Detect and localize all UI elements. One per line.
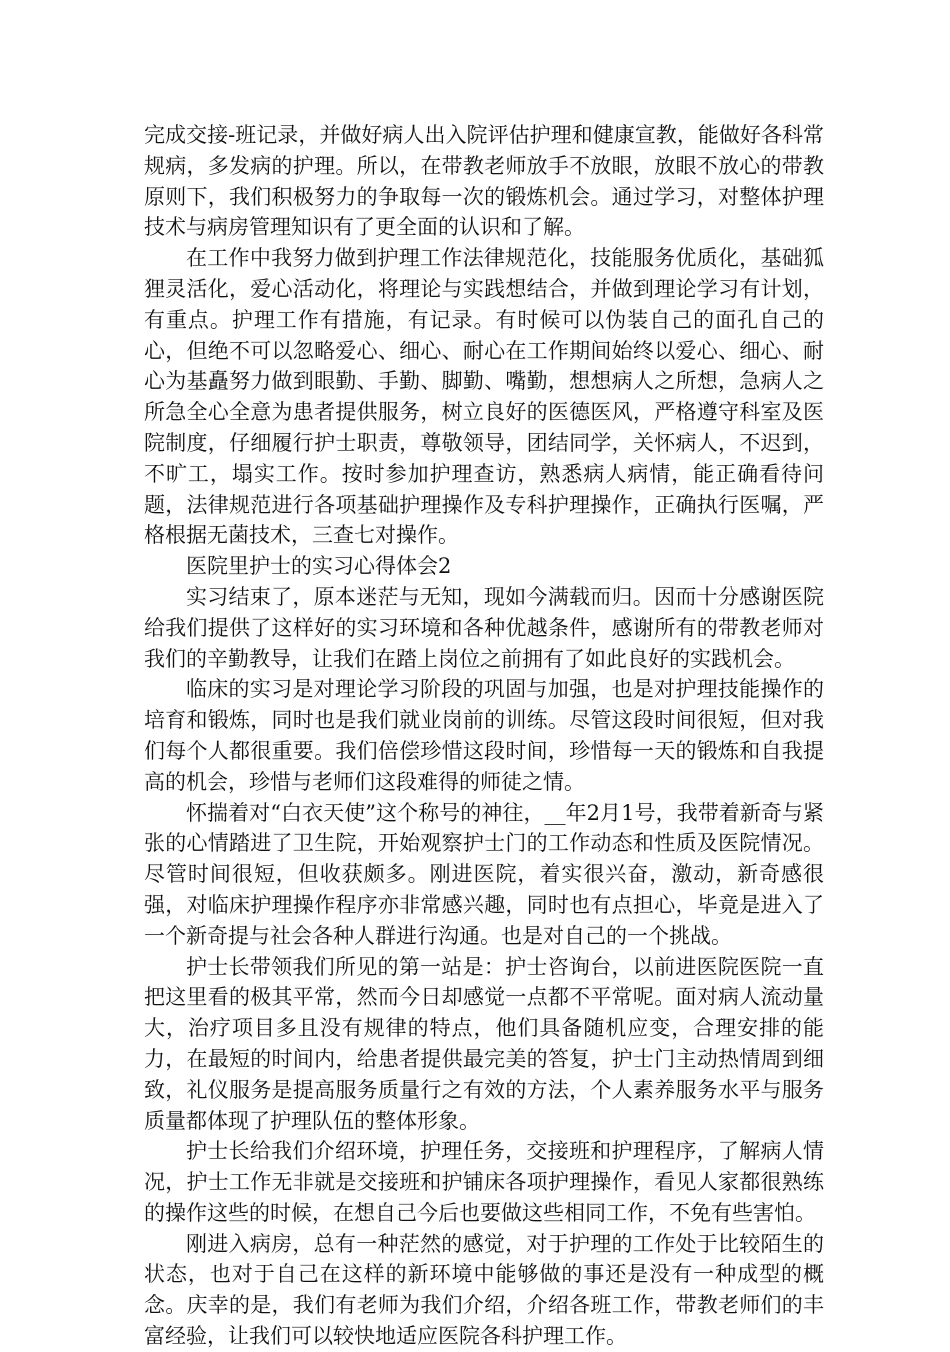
paragraph-1: 完成交接-班记录，并做好病人出入院评估护理和健康宣教，能做好各科常规病，多发病的护理。所以，在带教老师放手不放眼，放眼不放心的带教原则下，我们积极努力的争取每一次的锻炼机会。通过学习，对整体护理技术与病房管理知识有了更全面的认识和了解。	[144, 123, 824, 240]
paragraph-5: 怀揣着对“白衣天使”这个称号的神往，__年2月1号，我带着新奇与紧张的心情踏进了卫生院，开始观察护士门的工作动态和性质及医院情况。尽管时间很短，但收获颇多。刚进医院，着实很兴奋，激动，新奇感很强，对临床护理操作程序亦非常感兴趣，同时也有点担心，毕竟是进入了一个新奇提与社会各种人群进行沟通。也是对自己的一个挑战。	[144, 800, 824, 948]
paragraph-8: 刚进入病房，总有一种茫然的感觉，对于护理的工作处于比较陌生的状态，也对于自己在这样的新环境中能够做的事还是没有一种成型的概念。庆幸的是，我们有老师为我们介绍，介绍各班工作，带教老师们的丰富经验，让我们可以较快地适应医院各科护理工作。	[144, 1231, 824, 1349]
paragraph-4: 临床的实习是对理论学习阶段的巩固与加强，也是对护理技能操作的培育和锻炼，同时也是我们就业岗前的训练。尽管这段时间很短，但对我们每个人都很重要。我们倍偿珍惜这段时间，珍惜每一天的锻炼和自我提高的机会，珍惜与老师们这段难得的师徒之情。	[144, 677, 824, 794]
document-page	[144, 120, 824, 1352]
paragraph-7: 护士长给我们介绍环境，护理任务，交接班和护理程序，了解病人情况，护士工作无非就是交接班和护铺床各项护理操作，看见人家都很熟练的操作这些的时候，在想自己今后也要做这些相同工作，不免有些害怕。	[144, 1139, 824, 1225]
paragraph-6: 护士长带领我们所见的第一站是：护士咨询台，以前进医院医院一直把这里看的极其平常，然而今日却感觉一点都不平常呢。面对病人流动量大，治疗项目多且没有规律的特点，他们具备随机应变，合理安排的能力，在最短的时间内，给患者提供最完美的答复，护士门主动热情周到细致，礼仪服务是提高服务质量行之有效的方法，个人素养服务水平与服务质量都体现了护理队伍的整体形象。	[144, 954, 824, 1133]
paragraph-2: 在工作中我努力做到护理工作法律规范化，技能服务优质化，基础狐狸灵活化，爱心活动化，将理论与实践想结合，并做到理论学习有计划，有重点。护理工作有措施，有记录。有时候可以伪装自己的面孔自己的心，但绝不可以忽略爱心、细心、耐心在工作期间始终以爱心、细心、耐心为基矗努力做到眼勤、手勤、脚勤、嘴勤，想想病人之所想，急病人之所急全心全意为患者提供服务，树立良好的医德医风，严格遵守科室及医院制度，仔细履行护士职责，尊敬领导，团结同学，关怀病人，不迟到，不旷工，塌实工作。按时参加护理查访，熟悉病人病情，能正确看待问题，法律规范进行各项基础护理操作及专科护理操作，正确执行医嘱，严格根据无菌技术，三查七对操作。	[144, 246, 824, 548]
paragraph-3: 实习结束了，原本迷茫与无知，现如今满载而归。因而十分感谢医院给我们提供了这样好的实习环境和各种优越条件，感谢所有的带教老师对我们的辛勤教导，让我们在踏上岗位之前拥有了如此良好的实践机会。	[144, 584, 824, 671]
section-heading: 医院里护士的实习心得体会2	[186, 554, 452, 579]
